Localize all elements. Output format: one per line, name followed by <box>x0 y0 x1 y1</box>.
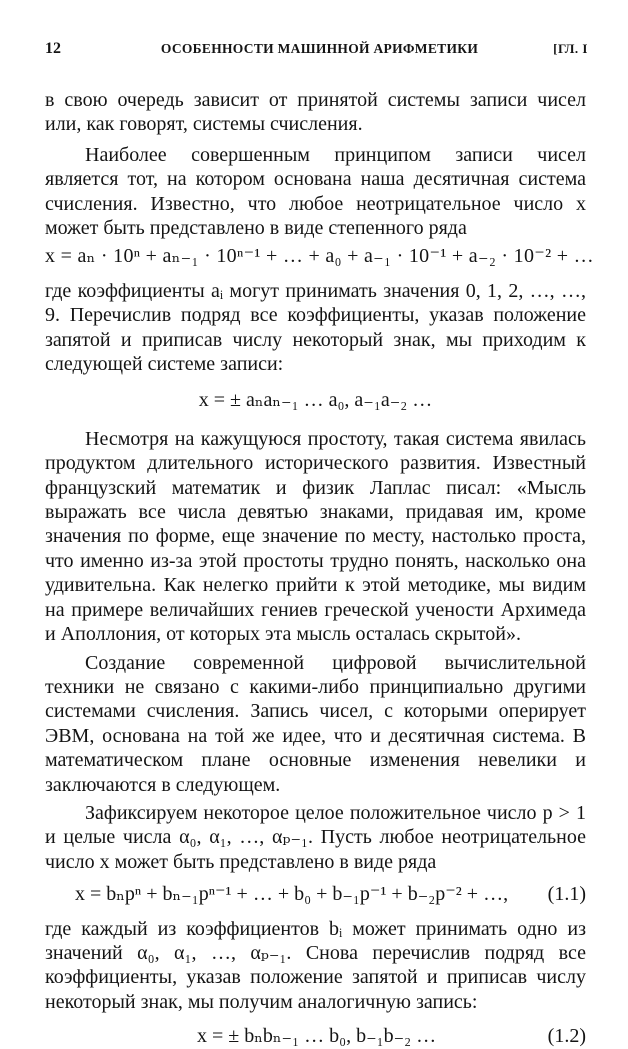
formula-notation: x = ± aₙaₙ₋₁ … a₀, a₋₁a₋₂ … <box>198 389 433 412</box>
paragraph-analogous-notation: где каждый из коэффициентов bᵢ может принимать одно из значений α₀, α₁, …, αₚ₋₁. Снова перечислив подряд все коэффициенты, указав положение запятой и приписав числу некоторый знак, мы получим аналогичную запись: <box>45 917 586 1013</box>
equation-number-1-1: (1.1) <box>547 883 586 906</box>
formula-1-2 <box>45 1024 586 1048</box>
paragraph-laplace-quote: Несмотря на кажущуюся простоту, такая система явилась продуктом длительного исторического развития. Известный французский математик и физик Лаплас писал: «Мысль выражать все числа девятью знаками, придавая им, кроме значения по форме, еще значение по месту, настолько проста, что именно из-за этой простоты трудно понять, насколько она удивительна. Как нелегко прийти к этой методике, мы видим на примере величайших гениев греческой учености Архимеда и Аполлония, от которых эта мысль осталась скрытой». <box>45 427 586 646</box>
paragraph-decimal-system: Наиболее совершенным принципом записи чисел является тот, на котором основана наша десятичная система счисления. Известно, что любое неотрицательное число x может быть представлено в виде степенного ряда <box>45 143 586 240</box>
formula-1-1-expression: x = bₙpⁿ + bₙ₋₁pⁿ⁻¹ + … + b₀ + b₋₁p⁻¹ + b₋₂p⁻² + …, <box>75 883 509 906</box>
paragraph-continuation: в свою очередь зависит от принятой системы записи чисел или, как говорят, системы счисления. <box>45 89 586 136</box>
running-title: ОСОБЕННОСТИ МАШИННОЙ АРИФМЕТИКИ <box>160 41 479 56</box>
running-header <box>45 36 588 62</box>
page-number: 12 <box>45 40 61 57</box>
formula-power-series: x = aₙ · 10ⁿ + aₙ₋₁ · 10ⁿ⁻¹ + … + a₀ + a₋₁ · 10⁻¹ + a₋₂ · 10⁻² + … <box>45 245 594 268</box>
paragraph-coefficients: где коэффициенты aᵢ могут принимать значения 0, 1, 2, …, …, 9. Перечислив подряд все коэффициенты, указав положение запятой и приписав числу некоторый знак, мы приходим к следующей системе записи: <box>45 279 586 376</box>
formula-1-2-expression: x = ± bₙbₙ₋₁ … b₀, b₋₁b₋₂ … <box>197 1025 437 1048</box>
paragraph-modern-computing: Создание современной цифровой вычислительной техники не связано с какими-либо принципиально другими системами счисления. Запись чисел, с которыми оперирует ЭВМ, основана на той же идее, что и десятичная система. В математическом плане основные изменения невелики и заключаются в следующем. <box>45 651 586 796</box>
equation-number-1-2: (1.2) <box>547 1025 586 1048</box>
chapter-marker: [ГЛ. I <box>553 41 588 56</box>
paragraph-base-p: Зафиксируем некоторое целое положительное число p > 1 и целые числа α₀, α₁, …, αₚ₋₁. Пусть любое неотрицательное число x может быть представлено в виде ряда <box>45 801 586 873</box>
formula-1-1 <box>45 882 586 906</box>
page-body <box>45 88 594 1049</box>
